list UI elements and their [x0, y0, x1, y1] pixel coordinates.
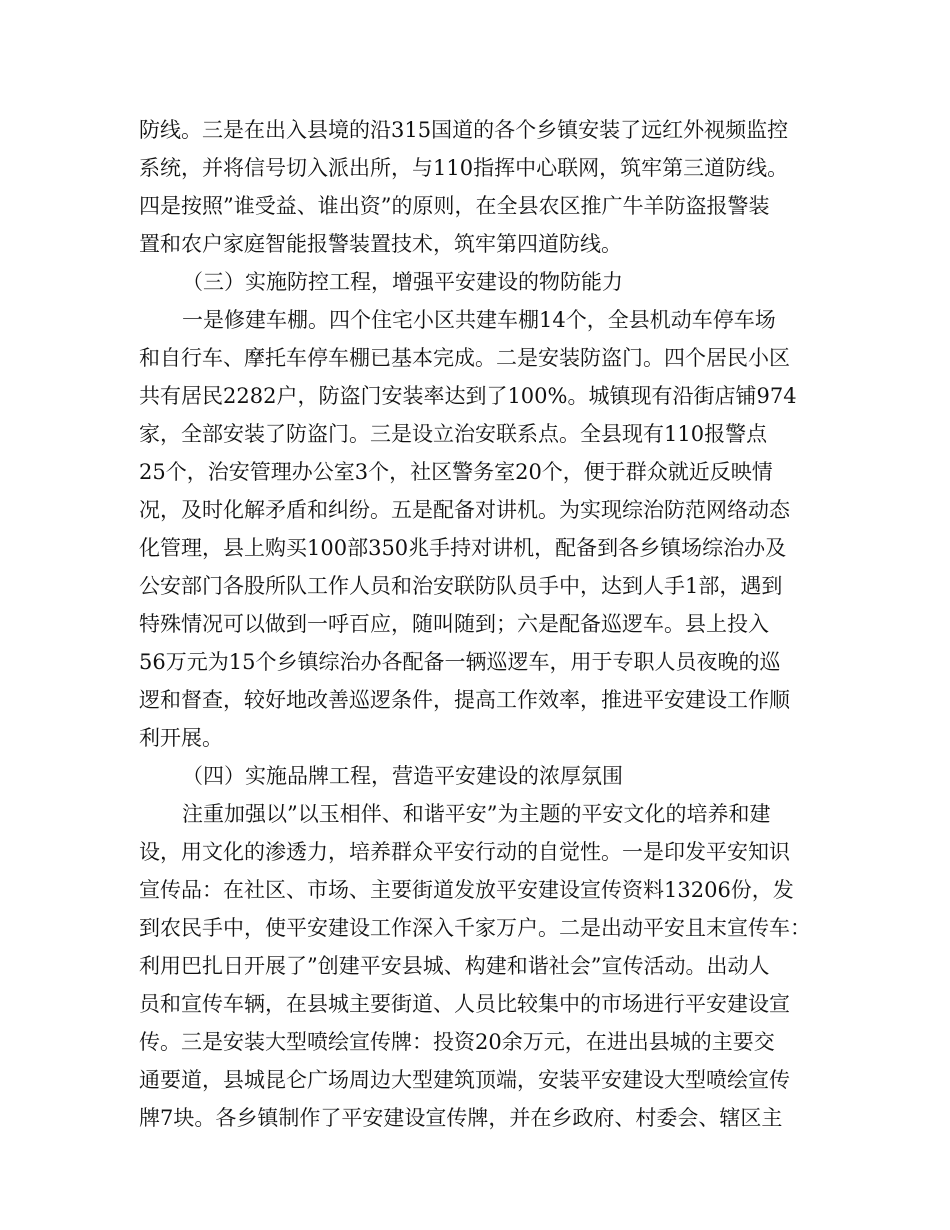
- text-line: 设，用文化的渗透力，培养群众平安行动的自觉性。一是印发平安知识: [139, 840, 790, 864]
- text-line: 员和宣传车辆，在县城主要街道、人员比较集中的市场进行平安建设宣: [139, 992, 790, 1016]
- text-line: 传。三是安装大型喷绘宣传牌：投资20余万元，在进出县城的主要交: [139, 1030, 775, 1054]
- text-line: 特殊情况可以做到一呼百应，随叫随到；六是配备巡逻车。县上投入: [139, 612, 769, 636]
- text-line: 利用巴扎日开展了”创建平安县城、构建和谐社会”宣传活动。出动人: [139, 954, 770, 978]
- text-line: 和自行车、摩托车停车棚已基本完成。二是安装防盗门。四个居民小区: [139, 346, 790, 370]
- text-line: 25个，治安管理办公室3个，社区警务室20个，便于群众就近反映情: [139, 460, 773, 484]
- text-line: 家，全部安装了防盗门。三是设立治安联系点。全县现有110报警点: [139, 422, 768, 446]
- section-heading: （四）实施品牌工程，营造平安建设的浓厚氛围: [182, 764, 623, 788]
- text-line: 况，及时化解矛盾和纠纷。五是配备对讲机。为实现综治防范网络动态: [139, 498, 790, 522]
- text-line: 宣传品：在社区、市场、主要街道发放平安建设宣传资料13206份，发: [139, 878, 794, 902]
- text-line: 到农民手中，使平安建设工作深入千家万户。二是出动平安且末宣传车：: [139, 916, 811, 940]
- paragraph-first-line: 一是修建车棚。四个住宅小区共建车棚14个，全县机动车停车场: [182, 308, 776, 332]
- text-line: 逻和督查，较好地改善巡逻条件，提高工作效率，推进平安建设工作顺: [139, 688, 790, 712]
- text-line: 系统，并将信号切入派出所，与110指挥中心联网，筑牢第三道防线。: [139, 156, 789, 180]
- text-line: 牌7块。各乡镇制作了平安建设宣传牌，并在乡政府、村委会、辖区主: [139, 1106, 783, 1130]
- text-line: 置和农户家庭智能报警装置技术，筑牢第四道防线。: [139, 232, 622, 256]
- text-line: 化管理，县上购买100部350兆手持对讲机，配备到各乡镇场综治办及: [139, 536, 787, 560]
- text-line: 防线。三是在出入县境的沿315国道的各个乡镇安装了远红外视频监控: [139, 118, 789, 142]
- text-line: 共有居民2282户，防盗门安装率达到了100%。城镇现有沿街店铺974: [139, 384, 797, 408]
- section-heading: （三）实施防控工程，增强平安建设的物防能力: [182, 270, 623, 294]
- text-line: 56万元为15个乡镇综治办各配备一辆巡逻车，用于专职人员夜晚的巡: [139, 650, 781, 674]
- paragraph-first-line: 注重加强以”以玉相伴、和谐平安”为主题的平安文化的培养和建: [182, 802, 771, 826]
- text-line: 利开展。: [139, 726, 223, 750]
- text-line: 四是按照”谁受益、谁出资”的原则，在全县农区推广牛羊防盗报警装: [139, 194, 770, 218]
- text-line: 通要道，县城昆仑广场周边大型建筑顶端，安装平安建设大型喷绘宣传: [139, 1068, 790, 1092]
- text-line: 公安部门各股所队工作人员和治安联防队员手中，达到人手1部，遇到: [139, 574, 783, 598]
